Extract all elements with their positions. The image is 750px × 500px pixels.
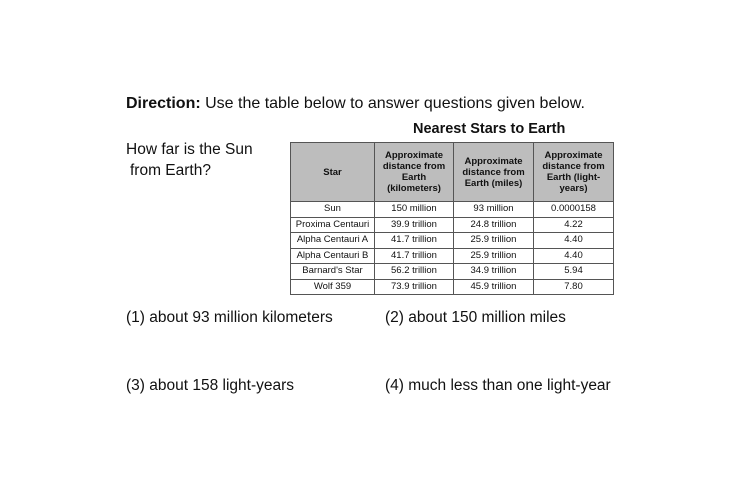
cell-star: Alpha Centauri B [291, 248, 375, 264]
header-miles: Approximate distance from Earth (miles) [454, 143, 534, 202]
cell-kilometers: 39.9 trillion [375, 217, 454, 233]
direction-text [126, 95, 585, 113]
table-row [291, 202, 614, 218]
direction-label: Direction: [126, 95, 201, 112]
cell-kilometers: 150 million [375, 202, 454, 218]
header-light-years: Approximate distance from Earth (light-years) [534, 143, 614, 202]
cell-light-years: 4.40 [534, 233, 614, 249]
table-row [291, 217, 614, 233]
question-line-2: from Earth? [130, 162, 211, 179]
cell-star: Proxima Centauri [291, 217, 375, 233]
table-row [291, 248, 614, 264]
cell-star: Sun [291, 202, 375, 218]
cell-miles: 25.9 trillion [454, 233, 534, 249]
cell-kilometers: 56.2 trillion [375, 264, 454, 280]
header-star: Star [291, 143, 375, 202]
cell-kilometers: 41.7 trillion [375, 248, 454, 264]
cell-miles: 93 million [454, 202, 534, 218]
cell-star: Barnard's Star [291, 264, 375, 280]
table-row [291, 279, 614, 295]
cell-miles: 25.9 trillion [454, 248, 534, 264]
answer-choice-4[interactable]: (4) much less than one light-year [385, 377, 611, 394]
cell-light-years: 5.94 [534, 264, 614, 280]
cell-kilometers: 73.9 trillion [375, 279, 454, 295]
cell-kilometers: 41.7 trillion [375, 233, 454, 249]
table-header-row [291, 143, 614, 202]
cell-star: Alpha Centauri A [291, 233, 375, 249]
cell-light-years: 4.40 [534, 248, 614, 264]
cell-light-years: 4.22 [534, 217, 614, 233]
cell-miles: 24.8 trillion [454, 217, 534, 233]
table-row [291, 233, 614, 249]
question-line-1: How far is the Sun [126, 141, 253, 158]
answer-choice-2[interactable]: (2) about 150 million miles [385, 309, 566, 326]
question-text [126, 139, 276, 181]
table-title: Nearest Stars to Earth [413, 121, 566, 137]
cell-miles: 45.9 trillion [454, 279, 534, 295]
cell-light-years: 7.80 [534, 279, 614, 295]
direction-instructions: Use the table below to answer questions given below. [200, 95, 585, 112]
cell-miles: 34.9 trillion [454, 264, 534, 280]
cell-star: Wolf 359 [291, 279, 375, 295]
answer-choice-1[interactable]: (1) about 93 million kilometers [126, 309, 333, 326]
table-row [291, 264, 614, 280]
header-kilometers: Approximate distance from Earth (kilometers) [375, 143, 454, 202]
cell-light-years: 0.0000158 [534, 202, 614, 218]
answer-choice-3[interactable]: (3) about 158 light-years [126, 377, 295, 394]
nearest-stars-table [290, 142, 614, 295]
